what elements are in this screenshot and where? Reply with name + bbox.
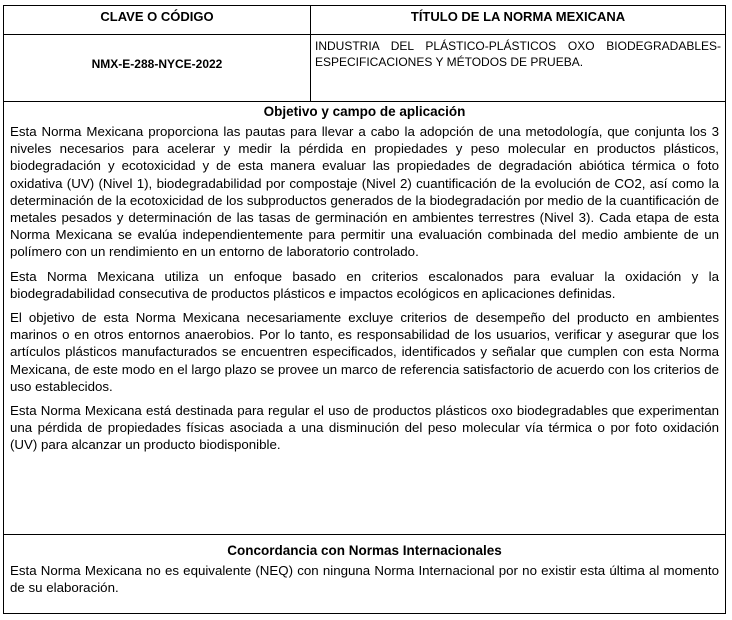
objetivo-paragraph-4: Esta Norma Mexicana está destinada para regular el uso de productos plásticos oxo biodegradables que experimentan una pérdida de propiedades físicas asociada a una disminución del peso molecular vía térmica o por foto oxidación (UV) para alcanzar un producto biodisponible.	[10, 403, 719, 453]
title-column-header: TÍTULO DE LA NORMA MEXICANA	[410, 9, 626, 24]
norma-table	[3, 5, 726, 614]
concordancia-section	[4, 535, 725, 613]
table-data-row	[4, 35, 725, 102]
objetivo-paragraph-2: Esta Norma Mexicana utiliza un enfoque basado en criterios escalonados para evaluar la oxidación y la biodegradabilidad consecutiva de productos plásticos e impactos ecológicos en aplicaciones definidas.	[10, 268, 719, 301]
concordancia-heading: Concordancia con Normas Internacionales	[227, 543, 502, 558]
norma-code: NMX-E-288-NYCE-2022	[4, 35, 311, 101]
concordancia-text: Esta Norma Mexicana no es equivalente (NEQ) con ninguna Norma Internacional por no existir esta última al momento de su elaboración.	[10, 563, 719, 596]
code-column-header: CLAVE O CÓDIGO	[4, 6, 311, 34]
objetivo-paragraph-1: Esta Norma Mexicana proporciona las pautas para llevar a cabo la adopción de una metodología, que conjunta los 3 niveles necesarios para acelerar y medir la pérdida en propiedades y peso molecular en productos plásticos, biodegradación y ecotoxicidad y de esta manera evaluar las propiedades de degradación abiótica térmica o foto oxidativa (UV) (Nivel 1), biodegradabilidad por compostaje (Nivel 2) cuantificación de la evolución de CO2, así como la determinación de la ecotoxicidad de los subproductos generados de la biodegradación por medio de la cuantificación de metales pesados y determinación de las tasas de germinación en ambientes terrestres (Nivel 3). Cada etapa de esta Norma Mexicana se evalúa independientemente para permitir una evaluación combinada del medio ambiente de un polímero con un rendimiento en un entorno de laboratorio controlado.	[10, 124, 719, 260]
objetivo-section	[4, 102, 725, 535]
table-header-row	[4, 6, 725, 35]
objetivo-paragraph-3: El objetivo de esta Norma Mexicana necesariamente excluye criterios de desempeño del producto en ambientes marinos o en otros entornos anaerobios. Por lo tanto, es responsabilidad de los usuarios, verificar y asegurar que los artículos plásticos manufacturados se encuentren especificados, identificados y señalar que cumplen con esta Norma Mexicana, de este modo en el largo plazo se provee un marco de referencia satisfactorio de acuerdo con los criterios de uso establecidos.	[10, 310, 719, 394]
norma-title: INDUSTRIA DEL PLÁSTICO-PLÁSTICOS OXO BIODEGRADABLES-ESPECIFICACIONES Y MÉTODOS DE PRUEBA.	[315, 39, 721, 69]
objetivo-heading: Objetivo y campo de aplicación	[263, 104, 466, 119]
